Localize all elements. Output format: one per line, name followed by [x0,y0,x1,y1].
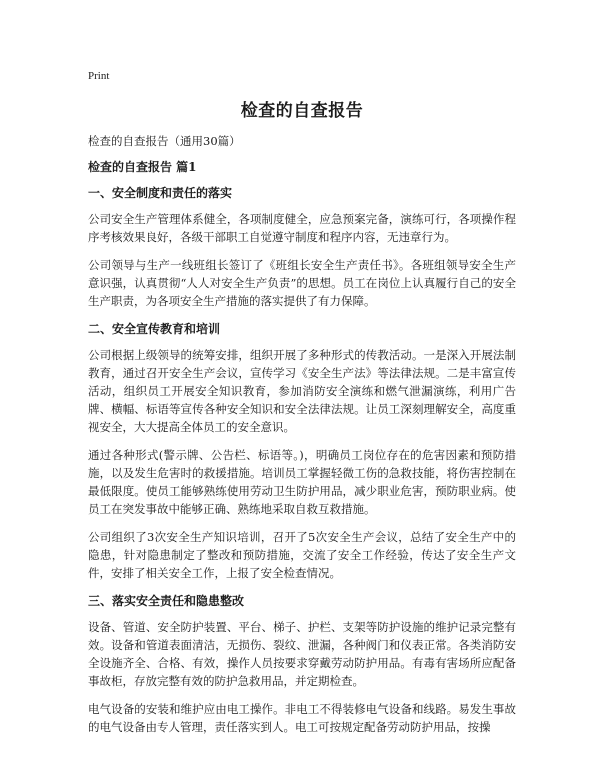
article-heading: 检查的自查报告 篇1 [88,160,197,174]
paragraph: 公司领导与生产一线班组长签订了《班组长安全生产责任书》。各班组领导安全生产意识强，认真贯彻“人人对安全生产负责”的思想。员工在岗位上认真履行自己的安全生产职责，为各项安全生产措施的落实提供了有力保障。 [88,258,516,308]
section-heading-3: 三、落实安全责任和隐患整改 [88,594,245,608]
paragraph: 公司根据上级领导的统筹安排，组织开展了多种形式的传教活动。一是深入开展法制教育，通过召开安全生产会议，宣传学习《安全生产法》等法律法规。二是丰富宣传活动，组织员工开展安全知识教育，参加消防安全演练和燃气泄漏演练，利用广告牌、横幅、标语等宣传各种安全知识和安全法律法规。让员工深刻理解安全，高度重视安全，大大提高全体员工的安全意识。 [88,348,516,434]
section-heading-2: 二、安全宣传教育和培训 [88,322,221,336]
paragraph: 公司组织了3次安全生产知识培训，召开了5次安全生产会议，总结了安全生产中的隐患，针对隐患制定了整改和预防措施，交流了安全工作经验，传达了安全生产文件，安排了相关安全工作，上报了安全检查情况。 [88,530,516,580]
paragraph: 设备、管道、安全防护装置、平台、梯子、护栏、支架等防护设施的维护记录完整有效。设备和管道表面清洁，无损伤、裂纹、泄漏，各种阀门和仪表正常。各类消防安全设施齐全、合格、有效，操作人员按要求穿戴劳动防护用品。有毒有害场所应配备事故柜，存放完整有效的防护急救用品，并定期检查。 [88,620,516,688]
document-body [88,132,516,746]
document-title: 检查的自查报告 [240,101,364,121]
document-subtitle: 检查的自查报告（通用30篇） [88,134,241,148]
paragraph: 通过各种形式(警示牌、公告栏、标语等。)，明确员工岗位存在的危害因素和预防措施，以及发生危害时的救援措施。培训员工掌握轻微工伤的急救技能，将伤害控制在最低限度。使员工能够熟练使用劳动卫生防护用品，减少职业危害，预防职业病。使员工在突发事故中能够正确、熟练地采取自救互救措施。 [88,448,516,516]
paragraph: 公司安全生产管理体系健全，各项制度健全，应急预案完备，演练可行，各项操作程序考核效果良好，各级干部职工自觉遵守制度和程序内容，无违章行为。 [88,212,516,244]
print-label[interactable]: Print [88,70,110,82]
paragraph: 电气设备的安装和维护应由电工操作。非电工不得装修电气设备和线路。易发生事故的电气设备由专人管理，责任落实到人。电工可按规定配备劳动防护用品，按操 [88,702,516,734]
section-heading-1: 一、安全制度和责任的落实 [88,186,233,200]
